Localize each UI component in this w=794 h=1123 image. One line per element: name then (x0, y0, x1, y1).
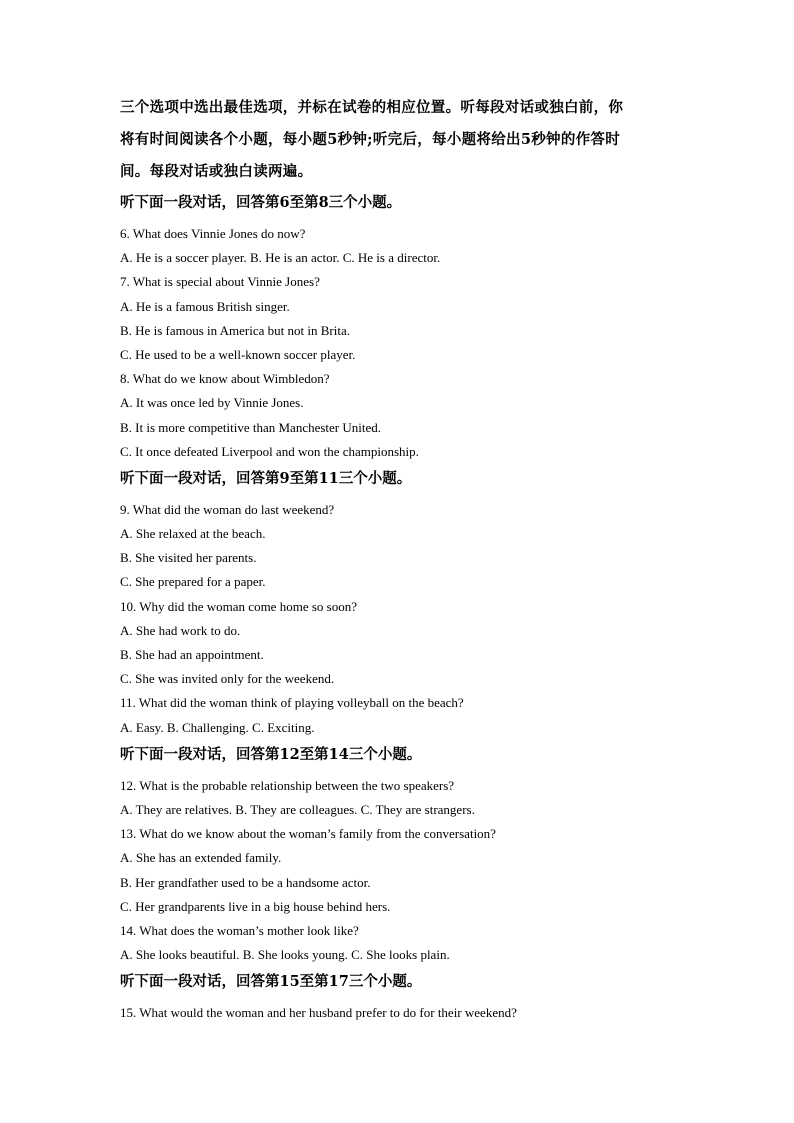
question-7-option-b: B. He is famous in America but not in Brita. (120, 322, 350, 338)
section-4 (120, 972, 680, 1025)
section-heading: 听下面一段对话，回答第9至第11三个小题。 (120, 469, 412, 487)
question-14-options: A. She looks beautiful. B. She looks young. C. She looks plain. (120, 947, 450, 963)
instructions-line: 间。每段对话或独白读两遍。 (120, 163, 313, 180)
question-11-options: A. Easy. B. Challenging. C. Exciting. (120, 719, 315, 735)
question-8-option-b: B. It is more competitive than Manchester United. (120, 419, 382, 435)
instructions-line: 将有时间阅读各个小题，每小题5秒钟;听完后，每小题将给出5秒钟的作答时 (120, 131, 621, 148)
question-10-option-c: C. She was invited only for the weekend. (120, 671, 335, 687)
question-15: 15. What would the woman and her husband prefer to do for their weekend? (120, 1005, 517, 1021)
question-7: 7. What is special about Vinnie Jones? (120, 274, 320, 290)
section-1 (120, 193, 680, 464)
question-10-option-a: A. She had work to do. (120, 622, 241, 638)
question-12: 12. What is the probable relationship between the two speakers? (120, 777, 455, 793)
document-page (120, 92, 680, 1025)
question-13-option-c: C. Her grandparents live in a big house behind hers. (120, 898, 391, 914)
question-14: 14. What does the woman’s mother look like? (120, 922, 359, 938)
question-7-option-a: A. He is a famous British singer. (120, 298, 290, 314)
question-8-option-a: A. It was once led by Vinnie Jones. (120, 395, 304, 411)
question-13-option-a: A. She has an extended family. (120, 850, 282, 866)
question-6: 6. What does Vinnie Jones do now? (120, 226, 306, 241)
question-10: 10. Why did the woman come home so soon? (120, 598, 357, 614)
section-heading: 听下面一段对话，回答第12至第14三个小题。 (120, 745, 422, 763)
question-11: 11. What did the woman think of playing volleyball on the beach? (120, 695, 464, 711)
question-9: 9. What did the woman do last weekend? (120, 501, 335, 517)
question-7-option-c: C. He used to be a well-known soccer player. (120, 346, 356, 362)
section-heading: 听下面一段对话，回答第6至第8三个小题。 (120, 194, 402, 211)
instructions-paragraph (120, 92, 680, 188)
question-13-option-b: B. Her grandfather used to be a handsome actor. (120, 874, 371, 890)
question-8: 8. What do we know about Wimbledon? (120, 371, 330, 387)
question-8-option-c: C. It once defeated Liverpool and won the championship. (120, 443, 419, 459)
question-9-option-c: C. She prepared for a paper. (120, 574, 266, 590)
question-10-option-b: B. She had an appointment. (120, 647, 264, 662)
question-9-option-a: A. She relaxed at the beach. (120, 526, 266, 542)
instructions-line: 三个选项中选出最佳选项，并标在试卷的相应位置。听每段对话或独白前，你 (120, 99, 624, 116)
question-9-option-b: B. She visited her parents. (120, 550, 257, 566)
question-6-options: A. He is a soccer player. B. He is an actor. C. He is a director. (120, 250, 441, 266)
question-13: 13. What do we know about the woman’s family from the conversation? (120, 826, 496, 842)
section-2 (120, 469, 680, 740)
section-3 (120, 745, 680, 968)
section-heading: 听下面一段对话，回答第15至第17三个小题。 (120, 973, 422, 991)
question-12-options: A. They are relatives. B. They are colleagues. C. They are strangers. (120, 801, 475, 817)
